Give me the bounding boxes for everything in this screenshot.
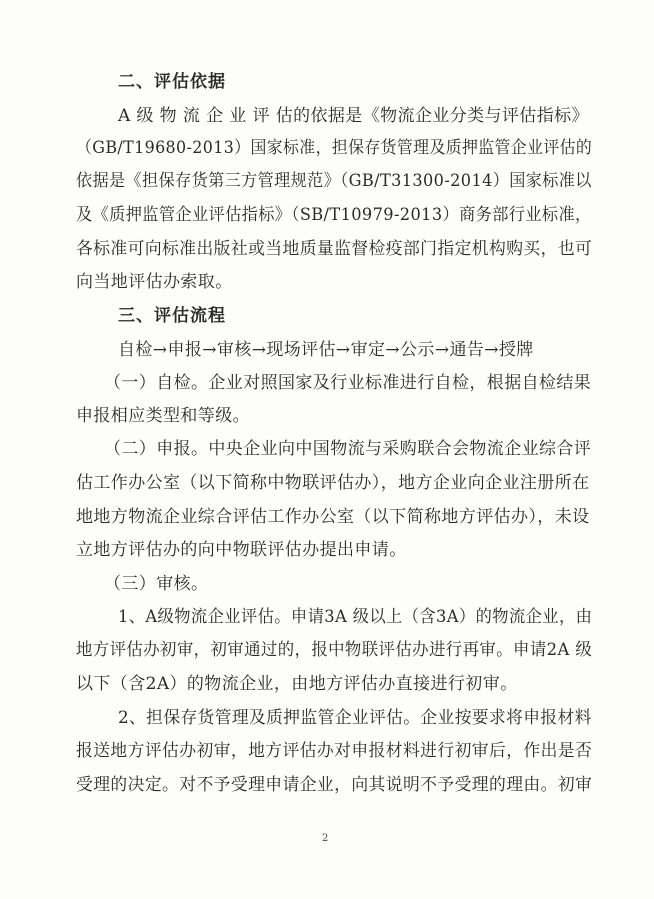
- paragraph-line: 各标准可向标准出版社或当地质量监督检疫部门指定机构购买，也可: [76, 239, 593, 259]
- section-heading-process: 三、评估流程: [118, 306, 226, 326]
- process-flow: 自检→申报→审核→现场评估→审定→公示→通告→授牌: [118, 340, 534, 360]
- paragraph-line: 地方评估办初审，初审通过的，报中物联评估办进行再审。申请2A 级: [76, 640, 593, 660]
- paragraph-line: 立地方评估办的向中物联评估办提出申请。: [76, 540, 407, 560]
- paragraph-line: 依据是《担保存货第三方管理规范》（GB/T31300-2014）国家标准以: [76, 171, 592, 191]
- paragraph-line: （三）审核。: [104, 574, 209, 594]
- paragraph-line: 1、A级物流企业评估。申请3A 级以上（含3A）的物流企业，由: [118, 607, 593, 627]
- paragraph-line: 报送地方评估办初审，地方评估办对申报材料进行初审后，作出是否: [76, 741, 593, 761]
- paragraph-line: （GB/T19680-2013）国家标准，担保存货管理及质押监管企业评估的: [76, 138, 593, 158]
- paragraph-line: 以下（含2A）的物流企业，由地方评估办直接进行初审。: [76, 674, 518, 694]
- paragraph-line: 及《质押监管企业评估指标》（SB/T10979-2013）商务部行业标准，: [76, 205, 592, 225]
- page-number: 2: [322, 833, 329, 844]
- paragraph-line: 估工作办公室（以下简称中物联评估办），地方企业向企业注册所在: [76, 473, 590, 493]
- paragraph-line: 申报相应类型和等级。: [76, 406, 250, 426]
- paragraph-line: （二）申报。中央企业向中国物流与采购联合会物流企业综合评: [104, 439, 592, 459]
- paragraph-line: 地地方物流企业综合评估工作办公室（以下简称地方评估办），未设: [76, 507, 590, 527]
- section-heading-basis: 二、评估依据: [118, 72, 226, 92]
- paragraph-line: 2、担保存货管理及质押监管企业评估。企业按要求将申报材料: [118, 708, 592, 728]
- paragraph-line: （一）自检。企业对照国家及行业标准进行自检，根据自检结果: [104, 373, 592, 393]
- paragraph-line: 受理的决定。对不予受理申请企业，向其说明不予受理的理由。初审: [76, 775, 593, 795]
- paragraph-line: A 级 物 流 企 业 评 估的依据是《物流企业分类与评估指标》: [118, 106, 589, 126]
- paragraph-line: 向当地评估办索取。: [76, 272, 233, 292]
